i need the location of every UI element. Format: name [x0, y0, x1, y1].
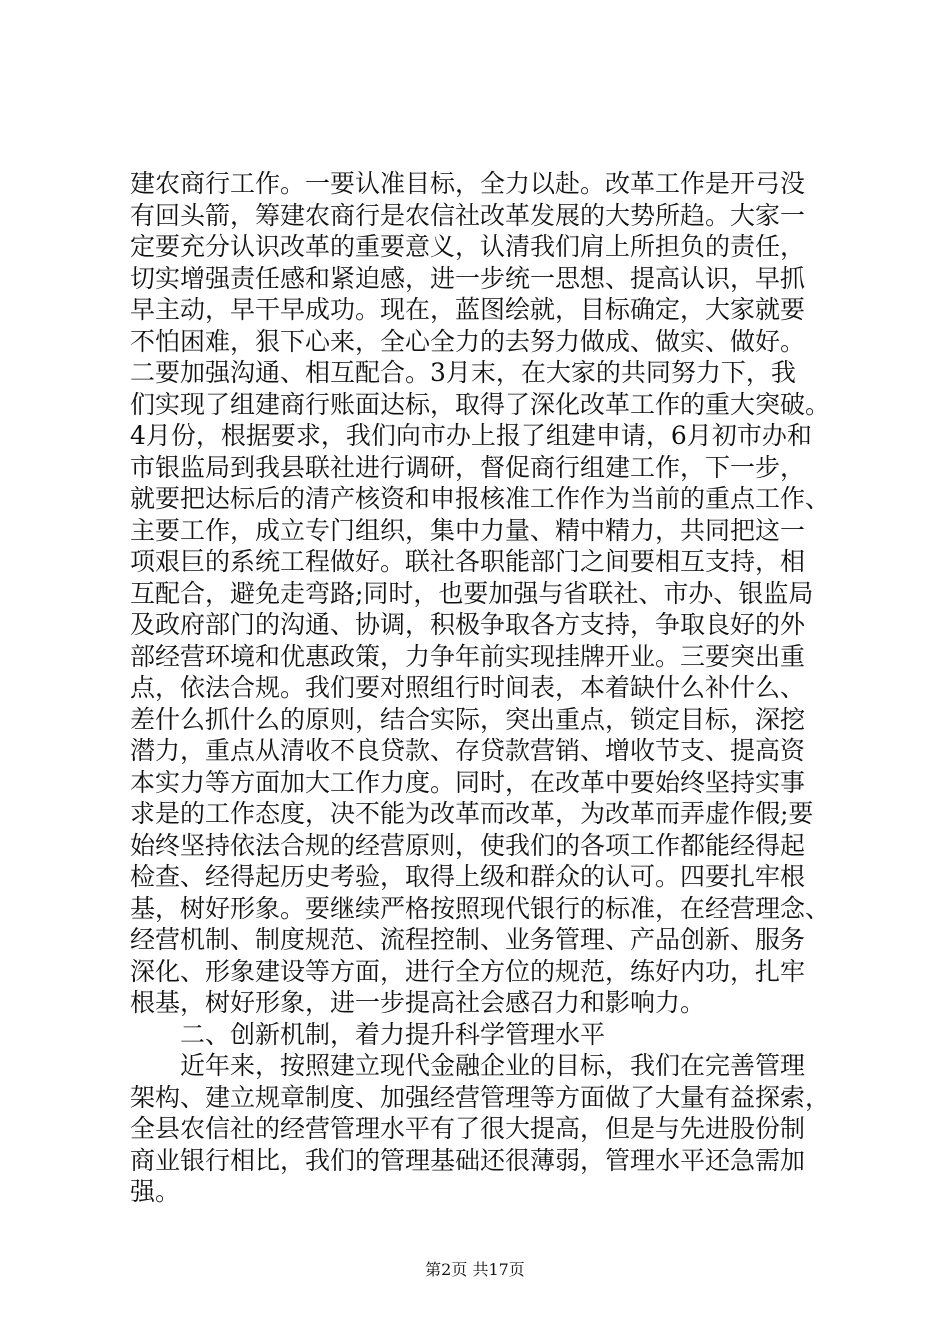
text-line: 4月份，根据要求，我们向市办上报了组建申请，6月初市办和 — [130, 421, 812, 450]
text-line: 建农商行工作。一要认准目标，全力以赴。改革工作是开弓没 — [130, 169, 806, 198]
text-line: 架构、建立规章制度、加强经营管理等方面做了大量有益探索， — [130, 1082, 831, 1112]
text-line: 差什么抓什么的原则，结合实际，突出重点，锁定目标，深挖 — [130, 704, 806, 734]
text-line: 不怕困难，狠下心来，全心全力的去努力做成、做实、做好。 — [130, 326, 806, 356]
text-line: 本实力等方面加大工作力度。同时，在改革中要始终坚持实事 — [130, 767, 806, 797]
text-line: 部经营环境和优惠政策，力争年前实现挂牌开业。三要突出重 — [130, 641, 806, 671]
text-line: 基，树好形象。要继续严格按照现代银行的标准，在经营理念、 — [130, 893, 831, 923]
body-text — [130, 168, 830, 1208]
text-line: 们实现了组建商行账面达标，取得了深化改革工作的重大突破。 — [130, 389, 831, 419]
text-line: 求是的工作态度，决不能为改革而改革，为改革而弄虚作假;要 — [130, 799, 814, 828]
section-heading: 二、创新机制，着力提升科学管理水平 — [180, 1019, 606, 1049]
text-line: 近年来，按照建立现代金融企业的目标，我们在完善管理 — [180, 1051, 806, 1080]
text-line: 二要加强沟通、相互配合。3月末，在大家的共同努力下，我 — [130, 358, 796, 387]
text-line: 就要把达标后的清产核资和申报核准工作作为当前的重点工作、 — [130, 484, 831, 513]
text-line: 主要工作，成立专门组织，集中力量、精中精力，共同把这一 — [130, 515, 806, 545]
text-line: 市银监局到我县联社进行调研，督促商行组建工作，下一步， — [130, 452, 806, 482]
text-line: 全县农信社的经营管理水平有了很大提高，但是与先进股份制 — [130, 1114, 806, 1143]
page-number: 第2页 共17页 — [425, 1260, 525, 1279]
text-line: 潜力，重点从清收不良贷款、存贷款营销、增收节支、提高资 — [130, 736, 806, 765]
text-line: 早主动，早干早成功。现在，蓝图绘就，目标确定，大家就要 — [130, 295, 806, 324]
text-line: 商业银行相比，我们的管理基础还很薄弱，管理水平还急需加 — [130, 1145, 806, 1175]
text-line: 切实增强责任感和紧迫感，进一步统一思想、提高认识，早抓 — [130, 263, 806, 293]
text-line: 根基，树好形象，进一步提高社会感召力和影响力。 — [130, 988, 706, 1017]
text-line: 定要充分认识改革的重要意义，认清我们肩上所担负的责任， — [130, 232, 806, 261]
text-line: 点，依法合规。我们要对照组行时间表，本着缺什么补什么、 — [130, 673, 806, 702]
text-line: 互配合，避免走弯路;同时，也要加强与省联社、市办、银监局 — [130, 578, 814, 608]
text-line: 有回头箭，筹建农商行是农信社改革发展的大势所趋。大家一 — [130, 200, 806, 230]
text-line: 及政府部门的沟通、协调，积极争取各方支持，争取良好的外 — [130, 610, 806, 639]
text-line: 深化、形象建设等方面，进行全方位的规范，练好内功，扎牢 — [130, 956, 806, 986]
text-line: 检查、经得起历史考验，取得上级和群众的认可。四要扎牢根 — [130, 862, 806, 891]
text-line: 强。 — [130, 1177, 181, 1206]
text-line: 经营机制、制度规范、流程控制、业务管理、产品创新、服务 — [130, 925, 806, 954]
text-line: 始终坚持依法合规的经营原则，使我们的各项工作都能经得起 — [130, 830, 806, 860]
text-line: 项艰巨的系统工程做好。联社各职能部门之间要相互支持，相 — [130, 547, 806, 576]
